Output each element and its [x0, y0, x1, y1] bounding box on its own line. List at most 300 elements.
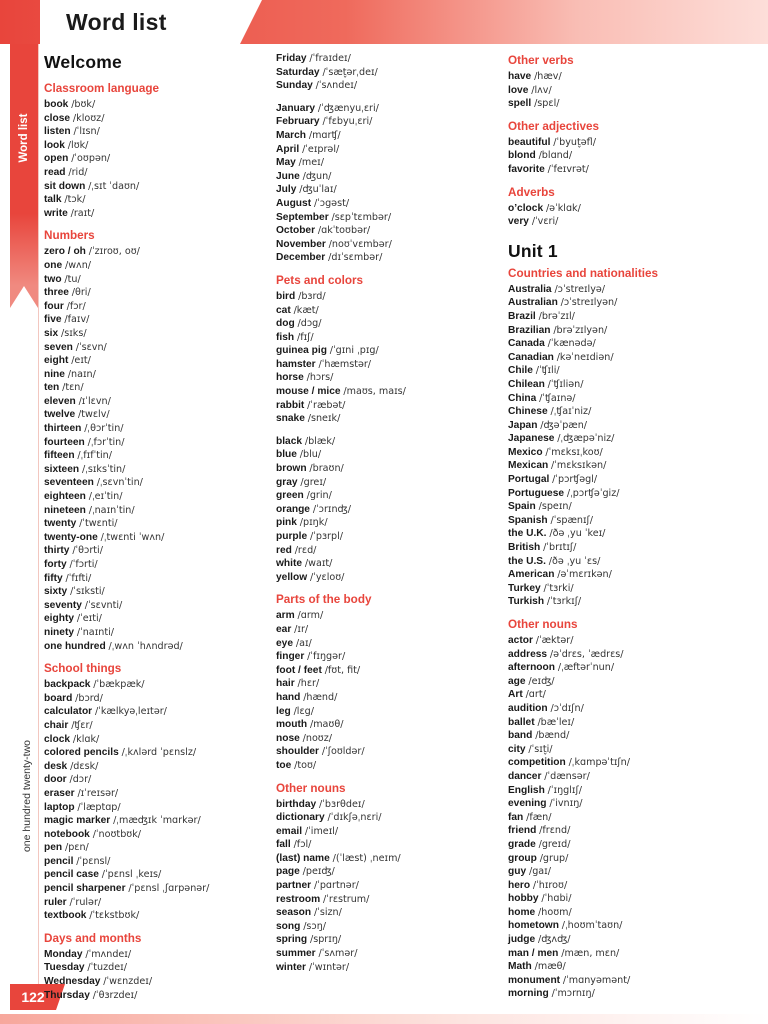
word-entry — [276, 920, 500, 934]
entry-pronunciation: /ˈlɪsn/ — [73, 126, 100, 138]
entry-word: colored pencils — [44, 747, 119, 759]
entry-pronunciation: /ˈæktər/ — [535, 635, 574, 646]
entry-word: one hundred — [44, 640, 106, 652]
word-entry — [44, 705, 268, 719]
entry-pronunciation: /bʊk/ — [71, 99, 96, 110]
entry-word: Spain — [508, 501, 536, 513]
entry-word: foot / feet — [276, 664, 322, 676]
word-entry — [276, 893, 500, 907]
word-entry — [44, 422, 268, 436]
entry-pronunciation: /ˈeɪprəl/ — [302, 143, 340, 155]
entry-word: evening — [508, 798, 547, 810]
entry-pronunciation: /grup/ — [539, 852, 569, 864]
entry-word: textbook — [44, 910, 87, 922]
entry-pronunciation: /ˈnoʊtbʊk/ — [92, 828, 141, 840]
entry-pronunciation: /kæt/ — [293, 304, 319, 316]
entry-pronunciation: /bæˈleɪ/ — [537, 716, 575, 728]
entry-pronunciation: /toʊ/ — [294, 759, 317, 771]
entry-word: guinea pig — [276, 345, 327, 357]
word-list-column — [276, 52, 508, 982]
word-entry — [508, 514, 744, 528]
entry-word: China — [508, 392, 537, 404]
entry-word: March — [276, 129, 307, 141]
entry-pronunciation: /sprɪŋ/ — [309, 934, 342, 946]
word-entry — [276, 183, 500, 197]
entry-word: partner — [276, 880, 312, 892]
word-entry — [44, 948, 268, 962]
entry-pronunciation: /ˌmæʤɪk ˈmɑrkər/ — [113, 815, 201, 827]
entry-pronunciation: /ˈsæt̬ərˌdeɪ/ — [322, 66, 378, 78]
entry-pronunciation: /ˈdɪkʃəˌnɛri/ — [327, 812, 382, 824]
entry-word: competition — [508, 757, 566, 769]
category-heading: Other nouns — [276, 781, 346, 795]
word-entry — [508, 648, 744, 662]
entry-pronunciation: /ˈimeɪl/ — [304, 825, 339, 837]
entry-pronunciation: /əˈmɛrɪkən/ — [557, 569, 612, 581]
entry-pronunciation: /ˈdænsər/ — [544, 770, 590, 782]
entry-word: Japan — [508, 419, 538, 431]
entry-pronunciation: /bɔrd/ — [75, 692, 103, 704]
word-entry — [508, 852, 744, 866]
page-number: 122 — [10, 984, 56, 1010]
word-entry — [508, 960, 744, 974]
entry-pronunciation: /ɑrm/ — [297, 610, 324, 622]
entry-word: mouse / mice — [276, 386, 341, 398]
entry-word: monument — [508, 974, 561, 986]
entry-word: Portuguese — [508, 487, 565, 499]
entry-pronunciation: /ˈsɪksti/ — [70, 586, 105, 598]
word-entry — [44, 733, 268, 747]
entry-pronunciation: /ˈbrɪtɪʃ/ — [543, 542, 577, 554]
entry-pronunciation: /ˈspænɪʃ/ — [550, 514, 593, 526]
word-entry — [276, 838, 500, 852]
word-entry — [276, 825, 500, 839]
entry-pronunciation: /ˈpɛnsl/ — [76, 855, 111, 867]
word-entry — [276, 476, 500, 490]
entry-word: sit down — [44, 180, 86, 192]
word-entry — [276, 852, 500, 866]
entry-word: hometown — [508, 920, 559, 932]
word-entry — [508, 555, 744, 569]
entry-word: eleven — [44, 395, 76, 407]
entry-word: restroom — [276, 893, 321, 905]
word-entry — [276, 115, 500, 129]
entry-pronunciation: /ʤʌʤ/ — [538, 934, 571, 946]
word-list-columns — [44, 52, 760, 1001]
entry-pronunciation: /kloʊz/ — [72, 112, 105, 124]
entry-pronunciation: /ˈsizn/ — [313, 907, 342, 919]
word-entry — [276, 609, 500, 623]
word-entry — [44, 193, 268, 207]
entry-pronunciation: /fɔl/ — [293, 839, 312, 851]
entry-pronunciation: /dɛsk/ — [70, 760, 99, 772]
entry-pronunciation: /brəˈzɪlyən/ — [553, 324, 608, 336]
entry-pronunciation: /greɪd/ — [538, 838, 571, 850]
entry-pronunciation: /ˈmɛksɪˌkoʊ/ — [545, 446, 603, 458]
entry-word: pencil — [44, 855, 74, 867]
word-entry — [508, 702, 744, 716]
entry-pronunciation: /ˈlæptɑp/ — [77, 801, 121, 813]
word-entry — [44, 368, 268, 382]
entry-word: desk — [44, 760, 68, 772]
word-entry — [508, 729, 744, 743]
entry-word: blond — [508, 150, 536, 162]
unit-heading: Welcome — [44, 52, 122, 72]
word-entry — [508, 716, 744, 730]
entry-pronunciation: /ˈtwɛnti/ — [79, 518, 118, 530]
word-entry — [44, 313, 268, 327]
entry-pronunciation: /faɪv/ — [64, 314, 90, 326]
entry-pronunciation: /ˈbækpæk/ — [93, 679, 145, 691]
word-entry — [508, 500, 744, 514]
entry-word: brown — [276, 463, 307, 475]
word-entry — [276, 462, 500, 476]
entry-word: blue — [276, 449, 297, 461]
entry-word: purple — [276, 531, 308, 542]
entry-pronunciation: /ɪˈlɛvn/ — [78, 395, 111, 407]
entry-pronunciation: /ˌpɔrʧəˈgiz/ — [566, 487, 620, 499]
entry-word: twelve — [44, 409, 76, 421]
word-entry — [44, 139, 268, 153]
word-entry — [508, 743, 744, 757]
word-entry — [508, 337, 744, 351]
entry-word: home — [508, 906, 536, 918]
entry-word: backpack — [44, 679, 91, 691]
entry-word: friend — [508, 825, 537, 837]
entry-word: email — [276, 825, 303, 837]
entry-pronunciation: /ʧɛr/ — [71, 719, 93, 731]
entry-pronunciation: /ˈræbət/ — [307, 399, 346, 411]
entry-word: leg — [276, 705, 291, 717]
word-entry — [276, 961, 500, 975]
entry-pronunciation: /dɪˈsɛmbər/ — [328, 252, 383, 264]
word-entry — [508, 364, 744, 378]
word-entry — [276, 745, 500, 759]
word-entry — [276, 211, 500, 225]
entry-word: orange — [276, 503, 310, 515]
entry-word: ballet — [508, 716, 535, 728]
entry-word: Friday — [276, 53, 307, 64]
entry-word: band — [508, 730, 533, 742]
entry-pronunciation: /kəˈneɪdiən/ — [556, 351, 614, 363]
entry-word: eye — [276, 637, 293, 649]
entry-word: grade — [508, 838, 536, 850]
entry-word: five — [44, 314, 62, 326]
word-entry — [508, 459, 744, 473]
entry-pronunciation: /rɛd/ — [294, 544, 317, 556]
word-entry — [508, 473, 744, 487]
entry-pronunciation: /hæv/ — [534, 71, 562, 82]
word-entry — [508, 838, 744, 852]
entry-word: seventy — [44, 599, 82, 611]
entry-pronunciation: /ˈfɔrti/ — [69, 559, 98, 570]
word-entry — [508, 675, 744, 689]
word-entry — [44, 626, 268, 640]
entry-pronunciation: /hoʊm/ — [538, 906, 572, 918]
entry-word: Tuesday — [44, 962, 85, 974]
entry-word: (last) name — [276, 852, 330, 864]
entry-word: June — [276, 170, 300, 182]
entry-word: Canadian — [508, 351, 554, 363]
word-entry — [508, 688, 744, 702]
entry-pronunciation: /greɪ/ — [300, 476, 327, 488]
entry-pronunciation: /grin/ — [306, 490, 332, 502]
entry-pronunciation: /aɪ/ — [295, 637, 312, 649]
category-heading: Parts of the body — [276, 593, 372, 607]
entry-pronunciation: /ˈʧaɪnə/ — [539, 392, 576, 404]
word-entry — [508, 661, 744, 675]
entry-word: zero / oh — [44, 246, 86, 258]
entry-pronunciation: /θri/ — [71, 287, 91, 299]
word-entry — [276, 143, 500, 157]
word-entry — [508, 634, 744, 648]
entry-word: birthday — [276, 798, 317, 810]
entry-pronunciation: /fæn/ — [526, 811, 552, 823]
word-entry — [276, 52, 500, 66]
word-entry — [44, 436, 268, 450]
entry-word: eighty — [44, 613, 75, 625]
word-entry — [508, 865, 744, 879]
entry-pronunciation: /lʊk/ — [67, 139, 89, 151]
word-entry — [44, 259, 268, 273]
entry-pronunciation: /ˌθɔrˈtin/ — [84, 423, 124, 435]
word-entry — [44, 125, 268, 139]
word-entry — [44, 746, 268, 760]
entry-word: song — [276, 920, 301, 932]
word-entry — [508, 947, 744, 961]
entry-word: Thursday — [44, 989, 90, 1001]
entry-word: July — [276, 184, 297, 196]
entry-pronunciation: /hɔrs/ — [306, 372, 334, 384]
entry-pronunciation: /ðə ˌyu ˈɛs/ — [548, 555, 601, 567]
entry-pronunciation: /ɪr/ — [294, 623, 309, 635]
entry-word: bird — [276, 290, 296, 302]
word-entry — [44, 882, 268, 896]
entry-pronunciation: /ˈpɑrtnər/ — [313, 880, 359, 892]
entry-pronunciation: /frɛnd/ — [539, 825, 571, 837]
entry-pronunciation: /ˈsɪt̬i/ — [528, 743, 553, 755]
word-entry — [276, 129, 500, 143]
word-entry — [508, 392, 744, 406]
word-entry — [276, 947, 500, 961]
entry-pronunciation: /ˈpɛnsl ˌʃɑrpənər/ — [128, 883, 210, 895]
word-entry — [44, 841, 268, 855]
entry-word: Japanese — [508, 433, 555, 445]
word-entry — [276, 371, 500, 385]
entry-pronunciation: /ˌæftərˈnun/ — [557, 662, 615, 674]
entry-word: twenty-one — [44, 531, 98, 543]
entry-pronunciation: /mæn, mɛn/ — [561, 947, 620, 959]
word-entry — [44, 544, 268, 558]
word-entry — [508, 527, 744, 541]
entry-pronunciation: /ˈsʌndeɪ/ — [315, 80, 358, 92]
entry-pronunciation: /ˈfɪŋgər/ — [307, 651, 346, 663]
entry-pronunciation: /ˈtɛkstbʊk/ — [89, 910, 140, 922]
entry-pronunciation: /peɪʤ/ — [302, 866, 335, 878]
spacer — [276, 93, 500, 102]
word-entry — [44, 961, 268, 975]
entry-pronunciation: /raɪt/ — [70, 207, 95, 219]
word-entry — [44, 678, 268, 692]
entry-word: eight — [44, 355, 69, 367]
word-entry — [276, 358, 500, 372]
entry-word: pink — [276, 517, 297, 529]
entry-word: yellow — [276, 571, 308, 583]
entry-pronunciation: /ʤun/ — [302, 170, 332, 182]
entry-word: Sunday — [276, 80, 313, 92]
entry-word: guy — [508, 866, 527, 878]
entry-word: Mexican — [508, 460, 549, 472]
entry-pronunciation: /ˌeɪˈtin/ — [88, 491, 123, 503]
entry-pronunciation: /ˈʧɪliən/ — [547, 378, 584, 390]
word-entry — [44, 909, 268, 923]
entry-pronunciation: /ˌsɛvnˈtin/ — [96, 477, 143, 489]
word-entry — [44, 354, 268, 368]
entry-pronunciation: /ˌfɔrˈtin/ — [87, 436, 125, 448]
entry-word: gray — [276, 476, 298, 488]
word-entry — [508, 70, 744, 84]
word-entry — [508, 446, 744, 460]
entry-word: seventeen — [44, 477, 94, 489]
entry-pronunciation: /ˈhɑbi/ — [541, 893, 572, 905]
entry-pronunciation: /lɛg/ — [293, 705, 314, 717]
entry-pronunciation: /fɪʃ/ — [296, 331, 314, 343]
entry-word: o’clock — [508, 202, 544, 214]
entry-word: fifteen — [44, 450, 75, 462]
spacer — [276, 426, 500, 435]
word-entry — [44, 327, 268, 341]
word-entry — [508, 405, 744, 419]
entry-word: fall — [276, 839, 291, 851]
entry-pronunciation: /lʌv/ — [531, 84, 552, 96]
entry-pronunciation: /tɔk/ — [64, 194, 86, 206]
entry-pronunciation: /ɑrt/ — [525, 689, 546, 701]
word-entry — [44, 449, 268, 463]
entry-pronunciation: /ˈgɪni ˌpɪg/ — [329, 345, 379, 357]
entry-pronunciation: /mæθ/ — [534, 961, 566, 973]
entry-pronunciation: /ˈhæmstər/ — [318, 358, 372, 370]
entry-word: Turkey — [508, 582, 541, 594]
entry-word: door — [44, 774, 67, 786]
word-entry — [276, 811, 500, 825]
entry-word: judge — [508, 934, 536, 946]
entry-word: dog — [276, 318, 295, 330]
entry-word: finger — [276, 651, 305, 663]
entry-pronunciation: /ˈeɪti/ — [76, 613, 102, 625]
word-entry — [44, 112, 268, 126]
entry-word: look — [44, 139, 65, 151]
entry-word: nose — [276, 732, 300, 744]
entry-pronunciation: /ˌtwɛnti ˈwʌn/ — [100, 531, 165, 543]
entry-word: season — [276, 907, 312, 919]
entry-word: September — [276, 211, 329, 223]
entry-pronunciation: /əˈklɑk/ — [545, 202, 581, 214]
word-entry — [276, 705, 500, 719]
entry-pronunciation: /dɔg/ — [297, 318, 322, 330]
entry-pronunciation: /ˈθɔrti/ — [72, 545, 103, 557]
entry-word: February — [276, 116, 320, 128]
word-entry — [508, 797, 744, 811]
word-entry — [276, 79, 500, 93]
word-entry — [508, 378, 744, 392]
entry-word: spell — [508, 98, 532, 110]
entry-pronunciation: /ˈvɛri/ — [531, 216, 559, 228]
entry-pronunciation: /spɛl/ — [534, 98, 560, 110]
word-entry — [276, 197, 500, 211]
entry-word: nineteen — [44, 504, 86, 516]
word-entry — [44, 504, 268, 518]
entry-word: three — [44, 287, 69, 299]
entry-word: dancer — [508, 770, 542, 782]
word-entry — [508, 136, 744, 150]
word-entry — [276, 238, 500, 252]
word-list-column — [508, 52, 752, 1000]
word-entry — [276, 385, 500, 399]
entry-word: Brazilian — [508, 324, 551, 336]
word-entry — [44, 896, 268, 910]
category-heading: Pets and colors — [276, 273, 364, 287]
entry-word: ninety — [44, 626, 75, 638]
entry-word: hair — [276, 678, 295, 690]
entry-pronunciation: /ˈkænədə/ — [547, 338, 596, 350]
entry-pronunciation: /ˈhɪroʊ/ — [532, 879, 568, 891]
word-entry — [276, 448, 500, 462]
word-entry — [44, 245, 268, 259]
entry-word: November — [276, 238, 326, 250]
entry-word: address — [508, 648, 548, 660]
word-entry — [508, 933, 744, 947]
entry-word: fan — [508, 811, 524, 823]
word-entry — [44, 760, 268, 774]
word-entry — [508, 811, 744, 825]
word-entry — [44, 640, 268, 654]
word-entry — [44, 395, 268, 409]
entry-word: Australia — [508, 283, 552, 295]
entry-word: Australian — [508, 297, 558, 309]
entry-pronunciation: /ˈfɛbyuˌɛri/ — [322, 116, 373, 128]
entry-pronunciation: /brəˈzɪl/ — [538, 310, 575, 322]
entry-pronunciation: /sɔŋ/ — [303, 920, 327, 932]
entry-word: two — [44, 273, 62, 285]
entry-pronunciation: /ˈnaɪnti/ — [76, 626, 114, 638]
word-entry — [276, 251, 500, 265]
entry-pronunciation: /(ˈlæst) ˌneɪm/ — [332, 852, 401, 864]
word-entry — [44, 572, 268, 586]
entry-word: eighteen — [44, 491, 86, 503]
word-entry — [276, 664, 500, 678]
entry-word: morning — [508, 988, 549, 1000]
word-entry — [276, 557, 500, 571]
entry-word: forty — [44, 559, 67, 570]
entry-word: Wednesday — [44, 976, 101, 988]
word-entry — [276, 66, 500, 80]
entry-word: pencil sharpener — [44, 883, 126, 895]
entry-word: snake — [276, 413, 305, 425]
word-entry — [276, 933, 500, 947]
entry-word: October — [276, 225, 316, 237]
entry-pronunciation: /ˈθɜrzdeɪ/ — [92, 989, 138, 1001]
word-entry — [276, 489, 500, 503]
entry-pronunciation: /ˈbɜrθdeɪ/ — [319, 798, 365, 810]
word-entry — [276, 759, 500, 773]
entry-pronunciation: /sɛpˈtɛmbər/ — [331, 211, 392, 223]
entry-pronunciation: /naɪn/ — [67, 368, 96, 380]
entry-pronunciation: /ˈrulər/ — [69, 896, 102, 908]
entry-pronunciation: /ˈsɛvnti/ — [84, 599, 123, 611]
entry-word: summer — [276, 948, 316, 960]
category-heading: Days and months — [44, 931, 142, 945]
entry-word: Saturday — [276, 66, 320, 78]
